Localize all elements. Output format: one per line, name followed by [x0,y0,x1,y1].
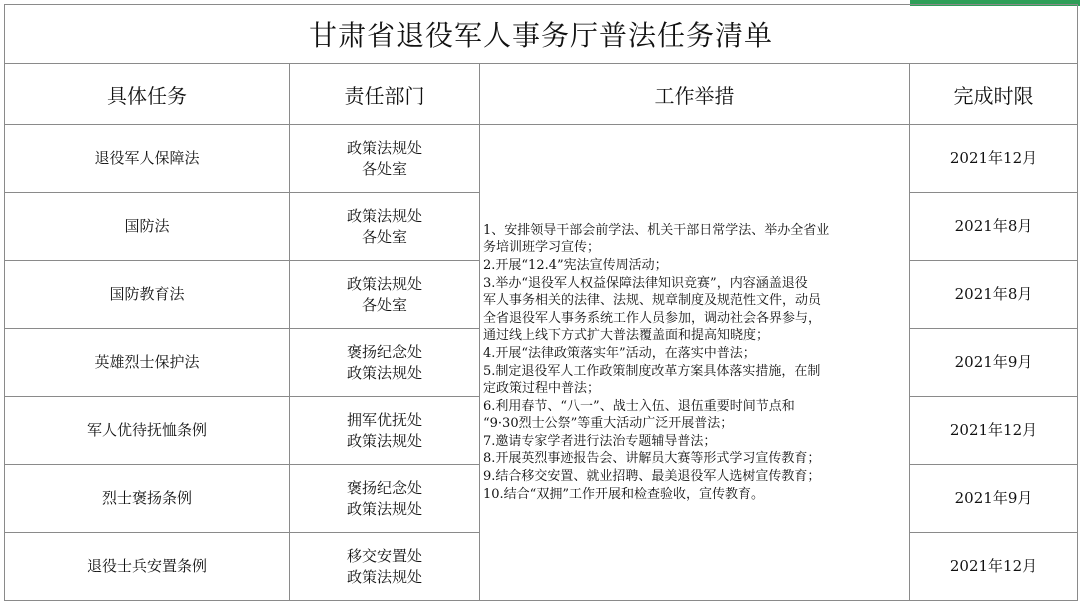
measure-line: 3.举办“退役军人权益保障法律知识竞赛”，内容涵盖退役 [483,275,808,291]
department-cell[interactable] [290,397,480,465]
department-cell[interactable] [290,465,480,533]
measure-line: 务培训班学习宣传； [483,240,601,256]
department-line: 政策法规处 [346,206,422,225]
measure-line: 1、安排领导干部会前学法、机关干部日常学法、举办全省业 [483,222,830,238]
measures-cell[interactable] [480,125,910,601]
task-cell[interactable]: 退役军人保障法 [5,125,290,193]
task-list-table [4,4,1078,601]
header-measures[interactable]: 工作举措 [480,64,910,125]
deadline-cell[interactable]: 2021年12月 [910,125,1078,193]
deadline-cell[interactable]: 2021年9月 [910,329,1078,397]
department-cell[interactable] [290,329,480,397]
measure-line: 9.结合移交安置、就业招聘、最美退役军人选树宣传教育； [483,469,821,485]
measure-line: 通过线上线下方式扩大普法覆盖面和提高知晓度； [483,328,770,344]
measure-line: 6.利用春节、“八一”、战士入伍、退伍重要时间节点和 [483,398,795,414]
deadline-cell[interactable]: 2021年8月 [910,261,1078,329]
department-line: 各处室 [361,227,407,246]
department-cell[interactable] [290,125,480,193]
task-cell[interactable]: 国防法 [5,193,290,261]
task-cell[interactable]: 军人优待抚恤条例 [5,397,290,465]
deadline-cell[interactable]: 2021年9月 [910,465,1078,533]
department-line: 政策法规处 [346,274,422,293]
department-cell[interactable] [290,193,480,261]
task-cell[interactable]: 国防教育法 [5,261,290,329]
department-line: 拥军优抚处 [346,410,422,429]
table-title[interactable]: 甘肃省退役军人事务厅普法任务清单 [5,5,1078,64]
measure-line: “9·30烈士公祭”等重大活动广泛开展普法； [483,416,734,432]
table-row [5,125,1078,193]
measure-line: 定政策过程中普法； [483,381,601,397]
measure-line: 10.结合“双拥”工作开展和检查验收，宣传教育。 [483,486,764,502]
header-department[interactable]: 责任部门 [290,64,480,125]
department-cell[interactable] [290,261,480,329]
measure-line: 军人事务相关的法律、法规、规章制度及规范性文件，动员 [483,293,822,309]
measure-line: 4.开展“法律政策落实年”活动，在落实中普法； [483,345,756,361]
department-line: 政策法规处 [346,499,422,518]
department-line: 褒扬纪念处 [346,342,422,361]
deadline-cell[interactable]: 2021年12月 [910,397,1078,465]
measure-line: 全省退役军人事务系统工作人员参加，调动社会各界参与， [483,310,822,326]
department-line: 各处室 [361,295,407,314]
measure-line: 2.开展“12.4”宪法宣传周活动； [483,257,668,273]
deadline-cell[interactable]: 2021年12月 [910,533,1078,601]
department-line: 移交安置处 [346,546,422,565]
department-line: 褒扬纪念处 [346,478,422,497]
task-cell[interactable]: 烈士褒扬条例 [5,465,290,533]
department-line: 政策法规处 [346,431,422,450]
department-line: 各处室 [361,159,407,178]
deadline-cell[interactable]: 2021年8月 [910,193,1078,261]
department-cell[interactable] [290,533,480,601]
department-line: 政策法规处 [346,363,422,382]
task-cell[interactable]: 退役士兵安置条例 [5,533,290,601]
measure-line: 5.制定退役军人工作政策制度改革方案具体落实措施，在制 [483,363,821,379]
task-cell[interactable]: 英雄烈士保护法 [5,329,290,397]
header-row [5,64,1078,125]
department-line: 政策法规处 [346,567,422,586]
header-deadline[interactable]: 完成时限 [910,64,1078,125]
department-line: 政策法规处 [346,138,422,157]
header-task[interactable]: 具体任务 [5,64,290,125]
measure-line: 7.邀请专家学者进行法治专题辅导普法； [483,433,717,449]
measure-line: 8.开展英烈事迹报告会、讲解员大赛等形式学习宣传教育； [483,451,821,467]
